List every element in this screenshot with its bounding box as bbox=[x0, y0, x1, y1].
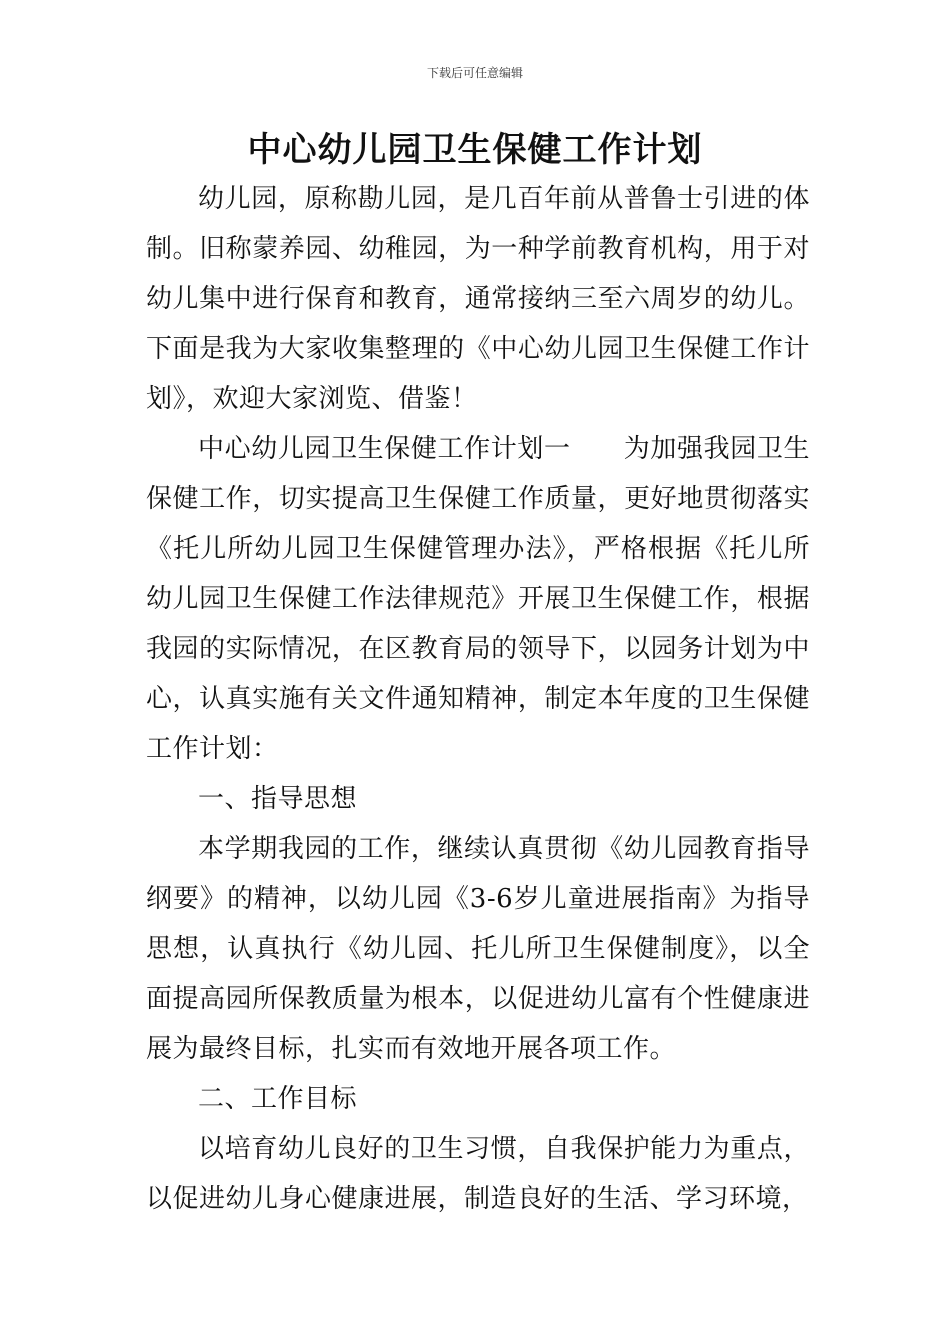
section-heading-work-goals: 二、工作目标 bbox=[198, 1084, 358, 1114]
document-title: 中心幼儿园卫生保健工作计划 bbox=[247, 130, 703, 170]
plan-one-paragraph: 中心幼儿园卫生保健工作计划一 为加强我园卫生保健工作，切实提高卫生保健工作质量，更好地贯彻落实《托儿所幼儿园卫生保健管理办法》，严格根据《托儿所幼儿园卫生保健工作法律规范》开展卫生保健工作，根据我园的实际情况，在区教育局的领导下，以园务计划为中心，认真实施有关文件通知精神，制定本年度的卫生保健工作计划： bbox=[146, 434, 810, 764]
header-note: 下载后可任意编辑 bbox=[426, 66, 523, 80]
guiding-thought-paragraph: 本学期我园的工作，继续认真贯彻《幼儿园教育指导纲要》的精神，以幼儿园《3-6岁儿童进展指南》为指导思想，认真执行《幼儿园、托儿所卫生保健制度》，以全面提高园所保教质量为根本，以促进幼儿富有个性健康进展为最终目标，扎实而有效地开展各项工作。 bbox=[146, 834, 810, 1064]
document-body bbox=[146, 174, 810, 1224]
work-goals-paragraph: 以培育幼儿良好的卫生习惯，自我保护能力为重点，以促进幼儿身心健康进展，制造良好的生活、学习环境， bbox=[146, 1134, 810, 1214]
section-heading-guiding-thought: 一、指导思想 bbox=[198, 784, 358, 814]
intro-paragraph: 幼儿园，原称勘儿园，是几百年前从普鲁士引进的体制。旧称蒙养园、幼稚园，为一种学前教育机构，用于对幼儿集中进行保育和教育，通常接纳三至六周岁的幼儿。下面是我为大家收集整理的《中心幼儿园卫生保健工作计划》，欢迎大家浏览、借鉴！ bbox=[146, 184, 810, 414]
